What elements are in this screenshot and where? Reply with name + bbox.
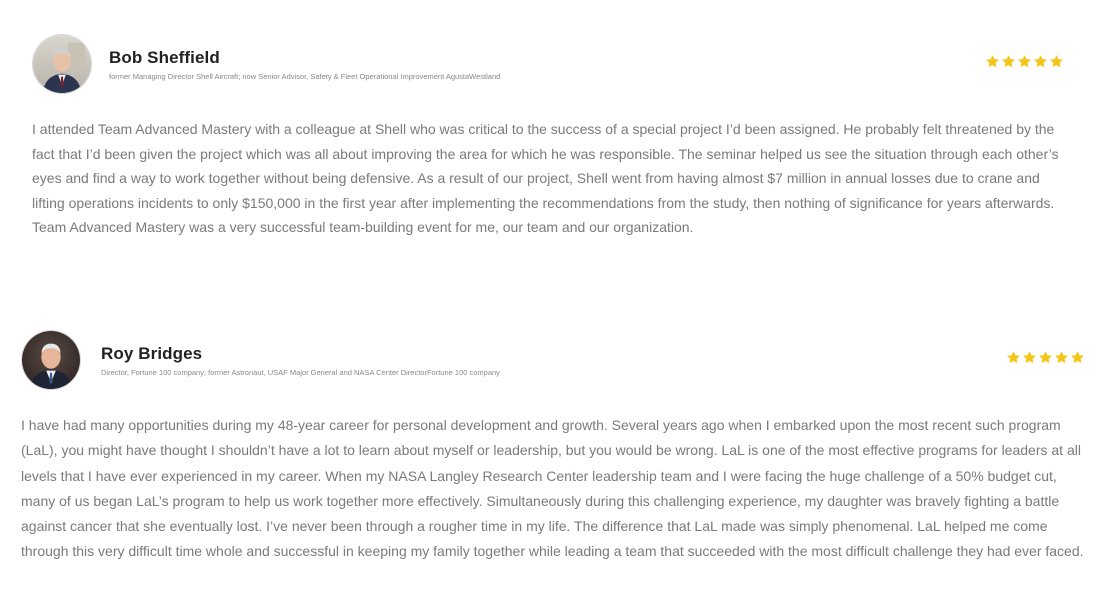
star-icon xyxy=(1070,350,1085,365)
testimonial-text: I attended Team Advanced Mastery with a colleague at Shell who was critical to the success of a special project I’d been assigned. He probably felt threatened by the fact that I’d been given the project which was all about improving the area for which he was responsible. The seminar helped us see the situation through each other’s eyes and find a way to work together without being defensive. As a result of our project, Shell went from having almost $7 million in annual losses due to crane and lifting operations incidents to only $150,000 in the first year after implementing the recommendations from the study, then nothing of significance for years afterwards. Team Advanced Mastery was a very successful team-building event for me, our team and our organization. xyxy=(32,121,1059,236)
avatar-photo-icon xyxy=(22,331,80,389)
testimonial-text: I have had many opportunities during my 48-year career for personal development and growth. Several years ago when I embarked upon the most recent such program (LaL), you might have thought I shouldn’t have a lot to learn about myself or leadership, but you would be wrong. LaL is one of the most effective programs for leaders at all levels that I have ever experienced in my career. When my NASA Langley Research Center leadership team and I were facing the huge challenge of a 50% budget cut, many of us began LaL’s program to help us work together more effectively. Simultaneously during this challenging experience, my daughter was bravely fighting a battle against cancer that she eventually lost. I’ve never been through a rougher time in my life. The difference that LaL made was simply phenomenal. LaL helped me come through this very difficult time whole and successful in keeping my family together while leading a team that succeeded with the most difficult challenge they had ever faced. xyxy=(21,417,1084,560)
author-info xyxy=(109,48,500,81)
author-title: Director, Fortune 100 company; former Astronaut, USAF Major General and NASA Center DirectorFortune 100 company xyxy=(101,368,500,377)
star-icon xyxy=(1054,350,1069,365)
star-icon xyxy=(1038,350,1053,365)
author-title: former Managing Director Shell Aircraft; now Senior Advisor, Safety & Fleet Operational Improvement AgustaWestland xyxy=(109,72,501,81)
avatar-photo-icon xyxy=(33,35,91,93)
star-icon xyxy=(1033,54,1048,69)
author-name: Bob Sheffield xyxy=(109,48,220,67)
star-icon xyxy=(1017,54,1032,69)
testimonial-header xyxy=(32,34,1072,96)
star-icon xyxy=(1049,54,1064,69)
testimonial-header xyxy=(21,330,1091,392)
star-icon xyxy=(1001,54,1016,69)
author-info xyxy=(101,344,500,377)
star-icon xyxy=(1006,350,1021,365)
avatar xyxy=(32,34,92,94)
testimonial-card xyxy=(21,330,1091,565)
star-rating xyxy=(985,54,1064,69)
star-icon xyxy=(985,54,1000,69)
star-rating xyxy=(1006,350,1085,365)
testimonial-card xyxy=(32,34,1072,240)
star-icon xyxy=(1022,350,1037,365)
author-name: Roy Bridges xyxy=(101,344,203,363)
avatar xyxy=(21,330,81,390)
